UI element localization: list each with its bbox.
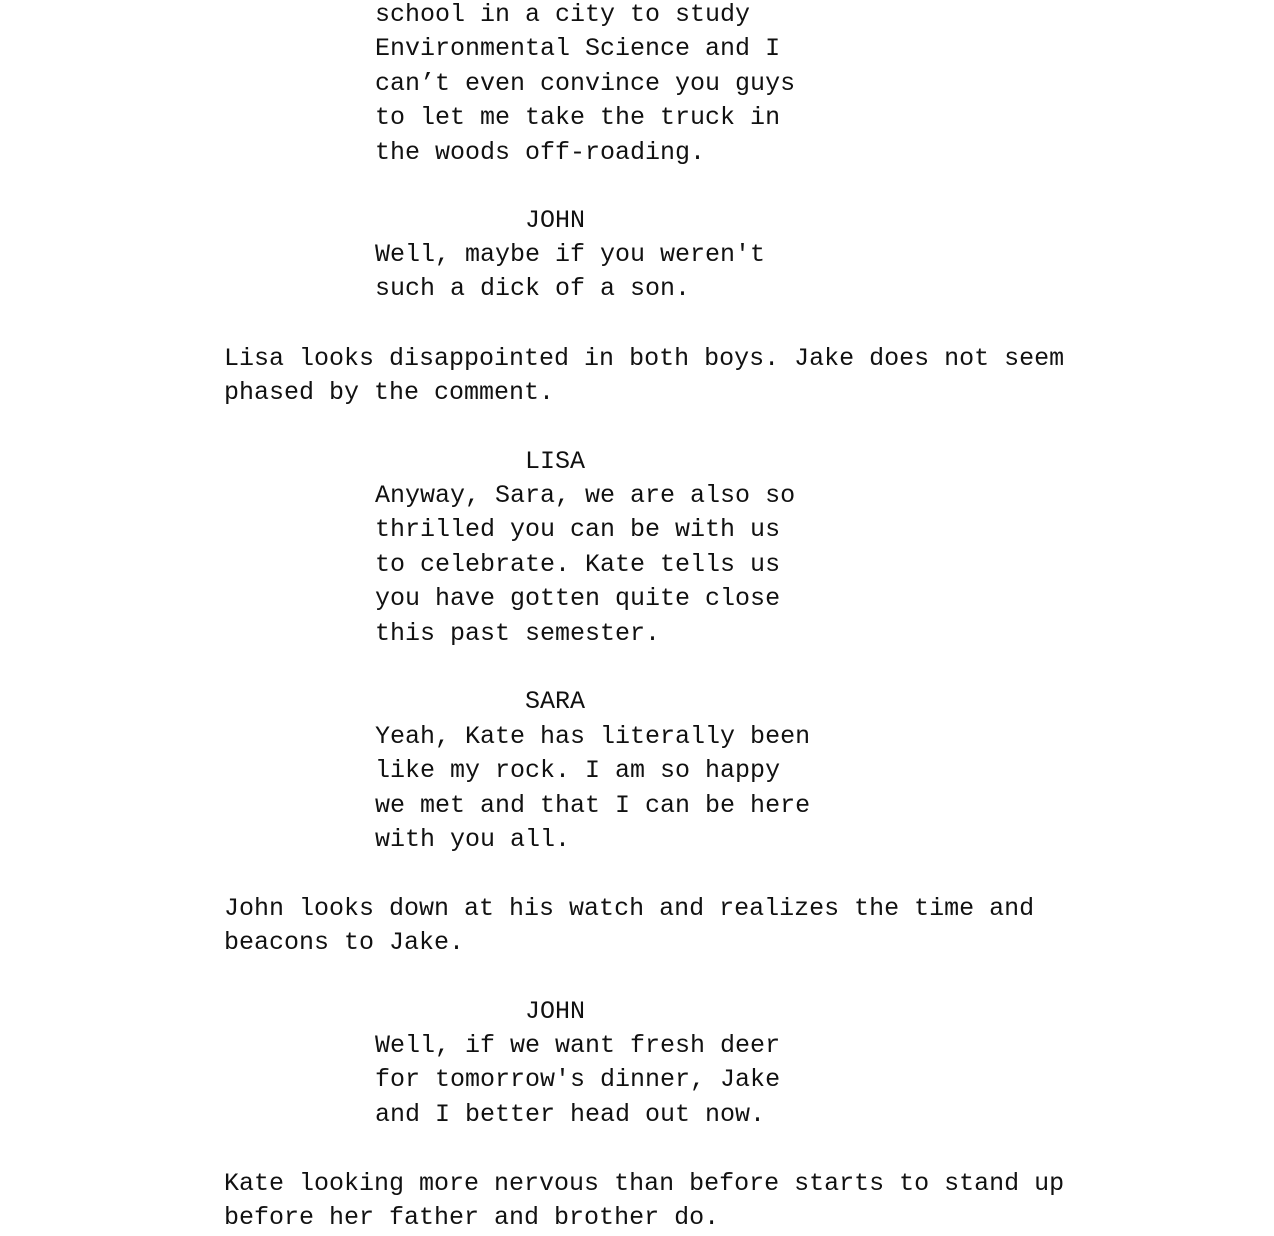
dialogue-line: Yeah, Kate has literally been [375,722,811,751]
dialogue-john [375,1029,780,1132]
character-name: LISA [525,447,586,476]
dialogue-line: Well, if we want fresh deer [375,1031,781,1060]
dialogue-line: can’t even convince you guys [375,68,796,98]
character-name: SARA [525,687,586,716]
action-line: beacons to Jake. [224,928,465,958]
character-name: JOHN [525,206,586,235]
dialogue-line: we met and that I can be here [375,790,811,820]
dialogue-line: with you all. [375,825,571,855]
dialogue-line: for tomorrow's dinner, Jake [375,1065,781,1095]
dialogue-line: Well, maybe if you weren't [375,240,766,269]
action-line: before her father and brother do. [224,1203,720,1233]
dialogue-john [375,238,765,307]
character-cue-john [525,995,585,1029]
dialogue-line: to let me take the truck in [375,103,781,133]
dialogue-line: Environmental Science and I [375,34,781,64]
dialogue-line: such a dick of a son. [375,274,691,304]
dialogue-line: like my rock. I am so happy [375,756,781,786]
dialogue-lisa [375,479,795,651]
dialogue-line: to celebrate. Kate tells us [375,549,781,579]
dialogue-continuation [375,0,795,170]
character-name: JOHN [525,997,586,1026]
action-paragraph [224,892,1034,961]
dialogue-line: the woods off-roading. [375,137,706,167]
dialogue-line: this past semester. [375,618,661,648]
dialogue-line: Anyway, Sara, we are also so [375,481,796,510]
action-line: phased by the comment. [224,378,555,408]
dialogue-line: school in a city to study [375,0,751,29]
character-cue-john [525,204,585,238]
action-paragraph [224,342,1064,411]
action-line: Kate looking more nervous than before starts to stand up [224,1169,1065,1198]
character-cue-lisa [525,445,585,479]
action-line: John looks down at his watch and realizes the time and [224,894,1035,923]
action-line: Lisa looks disappointed in both boys. Jake does not seem [224,344,1065,373]
dialogue-line: you have gotten quite close [375,584,781,614]
action-paragraph [224,1167,1064,1236]
dialogue-line: thrilled you can be with us [375,515,781,545]
character-cue-sara [525,685,585,719]
dialogue-line: and I better head out now. [375,1099,766,1129]
dialogue-sara [375,720,810,858]
